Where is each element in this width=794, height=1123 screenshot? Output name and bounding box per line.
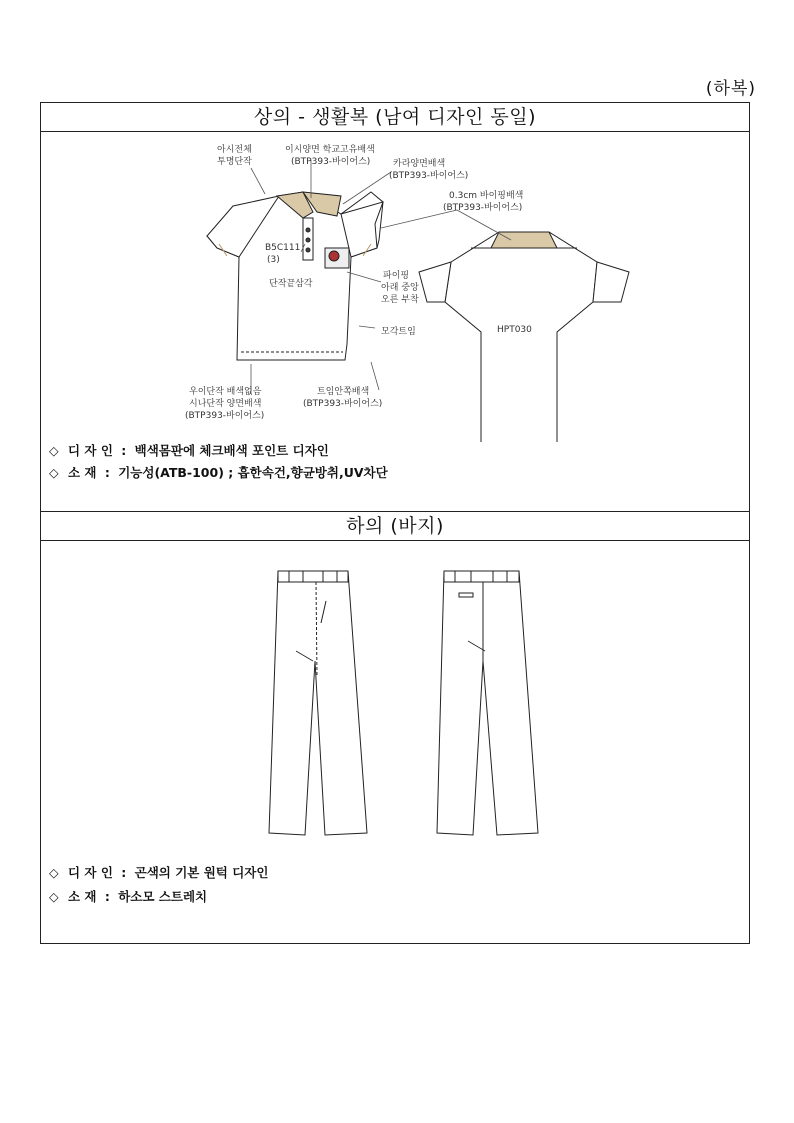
callout-piping: 파이핑 xyxy=(383,271,410,281)
diamond-icon: ◇ xyxy=(49,465,59,480)
spec-colon: : xyxy=(104,465,110,480)
callout-left-trim: 시나단작 양면배색 xyxy=(189,399,262,409)
shirt-illustration xyxy=(41,132,749,442)
diamond-icon: ◇ xyxy=(49,443,59,458)
bottom-spec-design xyxy=(49,863,268,881)
spec-value: 기능성(ATB-100) ; 흡한속건,향균방취,UV차단 xyxy=(118,465,388,480)
callout-slit-inner-code: (BTP393-바이어스) xyxy=(303,399,383,409)
spec-colon: : xyxy=(121,865,127,880)
spec-key: 디 자 인 xyxy=(67,443,113,458)
pants-illustration xyxy=(41,541,749,841)
spec-colon: : xyxy=(104,889,110,904)
top-spec-material xyxy=(49,463,388,481)
callout-back-code: HPT030 xyxy=(497,325,532,335)
season-label: (하복) xyxy=(705,79,756,99)
spec-key: 소 재 xyxy=(67,889,97,904)
pants-front xyxy=(269,571,367,835)
callout-button-code: B5C111 xyxy=(265,243,301,253)
callout-right-attach: 오른 부착 xyxy=(381,295,419,305)
callout-school-color-code: (BTP393-바이어스) xyxy=(291,157,371,167)
bottom-spec-material xyxy=(49,887,207,905)
shirt-button-1 xyxy=(306,228,310,232)
callout-corner-slit: 모각트임 xyxy=(381,327,416,337)
shirt-back-left-sleeve xyxy=(419,262,451,302)
diamond-icon: ◇ xyxy=(49,865,59,880)
shirt-button-3 xyxy=(306,248,310,252)
callout-collar-color: 카라양면배색 xyxy=(393,159,446,169)
callout-right-trim: 우이단작 배색없음 xyxy=(189,387,262,397)
callout-collar-color-code: (BTP393-바이어스) xyxy=(389,171,469,181)
spec-key: 디 자 인 xyxy=(67,865,113,880)
callout-button-count: (3) xyxy=(267,255,280,265)
callout-hem-triangle: 단작끝삼각 xyxy=(269,279,313,289)
callout-clear-trim: 투명단작 xyxy=(217,157,252,167)
callout-bottom-center: 아래 중앙 xyxy=(381,283,419,293)
callout-sleeve-all: 아시전체 xyxy=(217,145,252,155)
diamond-icon: ◇ xyxy=(49,889,59,904)
top-section-title: 상의 - 생활복 (남여 디자인 동일) xyxy=(41,103,749,132)
uniform-spec-sheet xyxy=(40,102,750,944)
spec-key: 소 재 xyxy=(67,465,97,480)
spec-value: 곤색의 기본 원턱 디자인 xyxy=(134,865,269,880)
callout-trim-code: (BTP393-바이어스) xyxy=(185,411,265,421)
spec-value: 백색몸판에 체크배색 포인트 디자인 xyxy=(134,443,329,458)
callout-school-color: 이시양면 학교고유배색 xyxy=(285,145,375,155)
shirt-back-right-sleeve xyxy=(593,262,629,302)
shirt-back-body xyxy=(445,232,597,442)
pants-back xyxy=(437,571,538,835)
spec-colon: : xyxy=(121,443,127,458)
shirt-button-2 xyxy=(306,238,310,242)
bottom-section-title: 하의 (바지) xyxy=(41,512,749,541)
callout-slit-inner: 트임안쪽배색 xyxy=(317,387,370,397)
callout-piping-color: 0.3cm 바이핑배색 xyxy=(449,191,524,201)
callout-piping-color-code: (BTP393-바이어스) xyxy=(443,203,523,213)
top-spec-design xyxy=(49,441,329,459)
school-emblem xyxy=(329,251,339,261)
pants-back-pocket xyxy=(459,593,473,597)
spec-value: 하소모 스트레치 xyxy=(118,889,208,904)
